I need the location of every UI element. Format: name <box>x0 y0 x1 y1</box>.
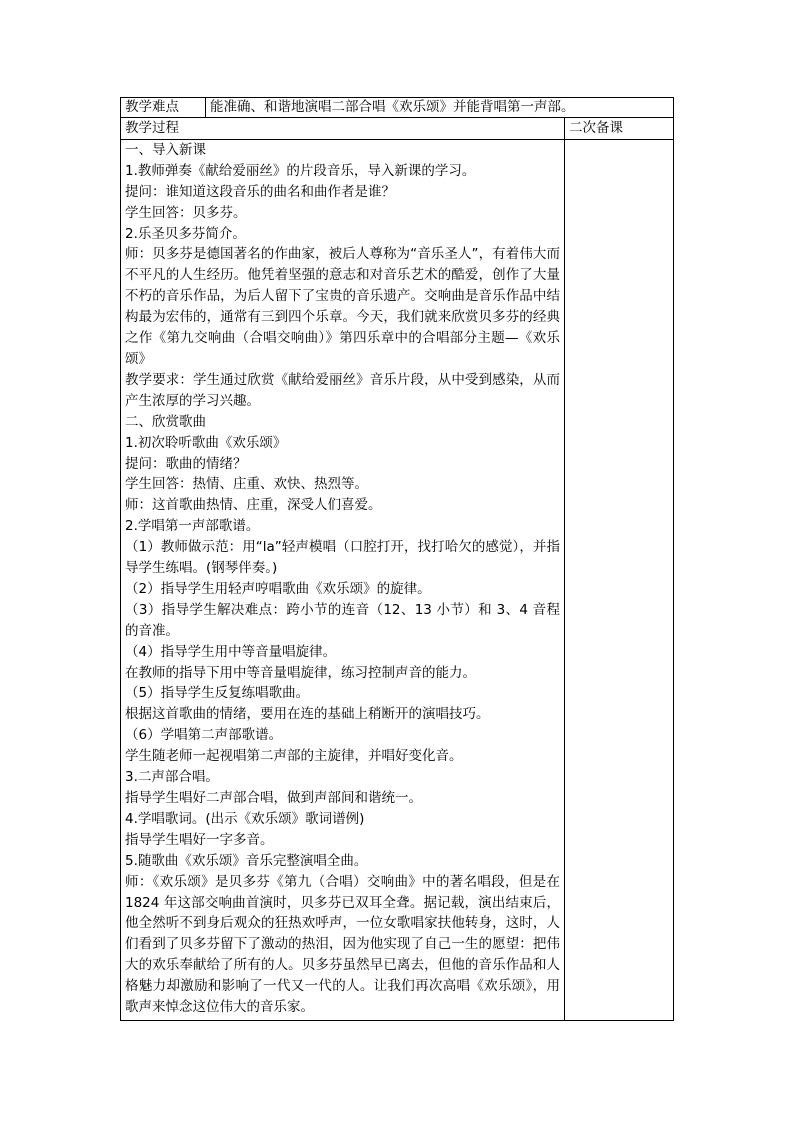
content-paragraph: 学生回答：热情、庄重、欢快、热烈等。 <box>125 476 368 493</box>
content-paragraph: （2）指导学生用轻声哼唱歌曲《欢乐颂》的旋律。 <box>125 580 431 597</box>
difficulty-row <box>121 98 674 118</box>
content-paragraph: 学生随老师一起视唱第二声部的主旋律，并唱好变化音。 <box>125 748 463 765</box>
content-paragraph: 根据这首歌曲的情绪，要用在连的基础上稍断开的演唱技巧。 <box>125 706 490 723</box>
content-paragraph: 提问：歌曲的情绪？ <box>125 455 247 472</box>
content-paragraph: 在教师的指导下用中等音量唱旋律，练习控制声音的能力。 <box>125 664 476 681</box>
header-row <box>121 118 674 140</box>
content-paragraph: 师：这首歌曲热情、庄重，深受人们喜爱。 <box>125 497 382 514</box>
content-row <box>121 139 674 1020</box>
content-paragraph: 指导学生唱好二声部合唱，做到声部间和谐统一。 <box>125 790 422 806</box>
content-paragraph: 学生回答：贝多芬。 <box>125 204 247 221</box>
difficulty-label: 教学难点 <box>121 98 206 118</box>
content-paragraph: 教学要求：学生通过欣赏《献给爱丽丝》音乐片段，从中受到感染，从而产生浓厚的学习兴趣。 <box>125 371 560 409</box>
content-paragraph: （6）学唱第二声部歌谱。 <box>125 727 283 744</box>
content-paragraph: 指导学生唱好一字多音。 <box>125 831 274 848</box>
content-paragraph: （5）指导学生反复练唱歌曲。 <box>125 685 310 702</box>
teaching-process-content <box>121 139 565 1020</box>
content-paragraph: （1）教师做示范：用“la”轻声模唱（口腔打开，找打哈欠的感觉），并指导学生练唱。(钢琴伴奏。) <box>125 539 560 577</box>
content-paragraph: （3）指导学生解决难点：跨小节的连音（12、13 小节）和 3、4 音程的音准。 <box>125 601 560 639</box>
content-paragraph: 2.学唱第一声部歌谱。 <box>125 518 260 535</box>
content-paragraph: 4.学唱歌词。(出示《欢乐颂》歌词谱例) <box>125 810 365 827</box>
content-paragraph: 二、欣赏歌曲 <box>125 413 206 430</box>
content-paragraph: 2.乐圣贝多芬简介。 <box>125 225 246 242</box>
content-paragraph: 3.二声部合唱。 <box>125 769 219 786</box>
content-paragraph: 5.随歌曲《欢乐颂》音乐完整演唱全曲。 <box>125 852 368 869</box>
content-paragraph: （4）指导学生用中等音量唱旋律。 <box>125 643 337 660</box>
content-paragraph: 师：《欢乐颂》是贝多芬《第九（合唱）交响曲》中的著名唱段，但是在 1824 年这部交响曲首演时，贝多芬已双耳全聋。据记载，演出结束后，他全然听不到身后观众的狂热欢呼声，一位女歌唱家扶他转身，这时，人们看到了贝多芬留下了激动的热泪，因为他实现了自己一生的愿望：把伟大的欢乐奉献给了所有的人。贝多芬虽然早已离去，但他的音乐作品和人格魅力却激励和影响了一代又一代的人。让我们再次高唱《欢乐颂》，用歌声来悼念这位伟大的音乐家。 <box>125 873 560 1016</box>
content-paragraph: 1.初次聆听歌曲《欢乐颂》 <box>125 434 287 451</box>
content-paragraph: 师：贝多芬是德国著名的作曲家，被后人尊称为“音乐圣人”，有着伟大而不平凡的人生经历。他凭着坚强的意志和对音乐艺术的酷爱，创作了大量不朽的音乐作品，为后人留下了宝贵的音乐遗产。交响曲是音乐作品中结构最为宏伟的，通常有三到四个乐章。今天，我们就来欣赏贝多芬的经典之作《第九交响曲（合唱交响曲）》第四乐章中的合唱部分主题—《欢乐颂》 <box>125 246 560 367</box>
lesson-plan-table <box>120 97 674 1021</box>
difficulty-text: 能准确、和谐地演唱二部合唱《欢乐颂》并能背唱第一声部。 <box>206 98 674 118</box>
secondary-prep-header: 二次备课 <box>565 118 674 140</box>
secondary-prep-cell <box>565 139 674 1020</box>
content-paragraph: 提问：谁知道这段音乐的曲名和曲作者是谁？ <box>125 183 395 200</box>
content-paragraph: 1.教师弹奏《献给爱丽丝》的片段音乐，导入新课的学习。 <box>125 162 476 179</box>
content-paragraph: 一、导入新课 <box>125 141 206 158</box>
process-header: 教学过程 <box>121 118 565 140</box>
